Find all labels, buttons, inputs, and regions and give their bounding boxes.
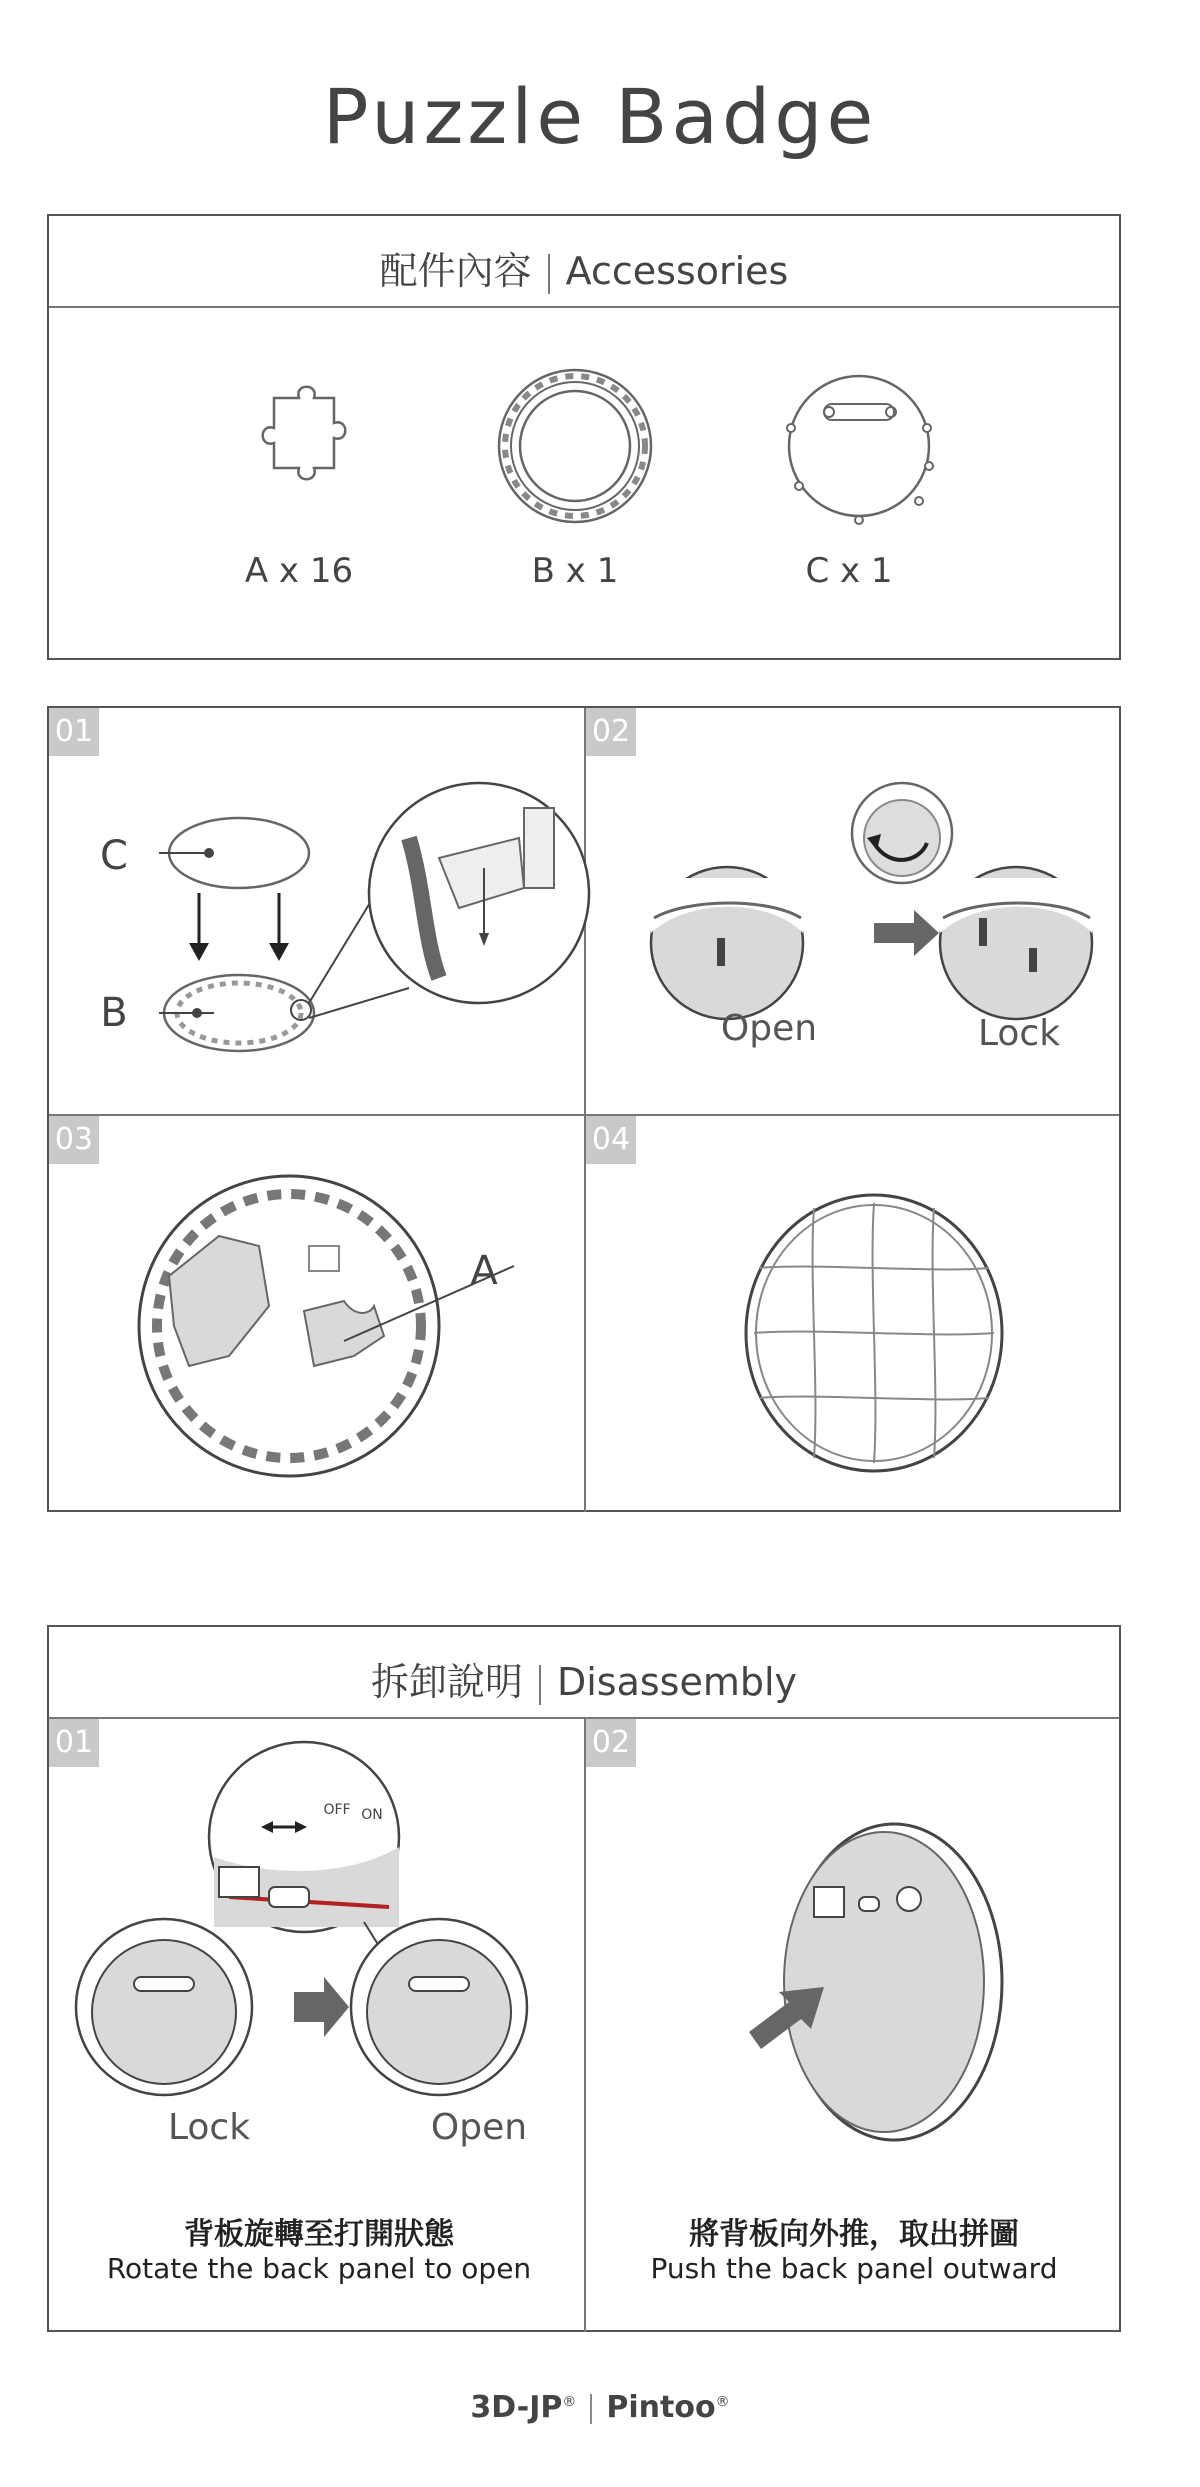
disassembly-02-number: 02 (586, 1719, 636, 1767)
step-03-illustration (129, 1156, 569, 1496)
disassembly-02-illustration (749, 1817, 1009, 2147)
step-01-label-c: C (100, 833, 128, 879)
step-04-number: 04 (586, 1116, 636, 1164)
assembly-panel (47, 706, 1121, 1512)
accessories-header (49, 240, 1119, 295)
disassembly-heading-en: Disassembly (556, 1660, 798, 1704)
disassembly-01-zh-text: 背板旋轉至打開狀態 (184, 2217, 454, 2252)
step-02-lock-label: Lock (977, 1013, 1061, 1054)
disassembly-01-illustration (69, 1737, 589, 2117)
disassembly-01-en-text: Rotate the back panel to open (106, 2252, 532, 2285)
disassembly-open-label: Open (430, 2107, 528, 2148)
accessory-a-label: A x 16 (244, 551, 354, 591)
step-02-open-label: Open (720, 1008, 818, 1049)
accessories-panel (47, 214, 1121, 660)
on-label: ON (361, 1807, 383, 1823)
disassembly-01-number: 01 (49, 1719, 99, 1767)
disassembly-heading-zh: 拆卸說明 (370, 1660, 523, 1704)
footer-brands: 3D-JP® Pintoo® (470, 2390, 730, 2425)
accessory-c-label: C x 1 (805, 551, 893, 591)
disassembly-02-en-text: Push the back panel outward (650, 2252, 1058, 2285)
ring-frame-icon (495, 366, 655, 526)
disassembly-header (49, 1651, 1119, 1706)
accessory-b-label: B x 1 (531, 551, 619, 591)
disassembly-panel (47, 1625, 1121, 2332)
step-01-number: 01 (49, 708, 99, 756)
page-title: Puzzle Badge (322, 72, 878, 161)
brand-pintoo-logo: Pintoo (606, 2390, 716, 2425)
step-02-number: 02 (586, 708, 636, 756)
back-panel-icon (779, 366, 939, 526)
disassembly-lock-label: Lock (167, 2107, 251, 2148)
puzzle-piece-icon (254, 378, 354, 508)
step-04-illustration (739, 1188, 1009, 1478)
step-03-number: 03 (49, 1116, 99, 1164)
brand-3djp-logo: 3D-JP (470, 2390, 563, 2425)
off-label: OFF (323, 1802, 351, 1818)
step-01-illustration (79, 768, 579, 1108)
step-03-label-a: A (470, 1248, 498, 1294)
accessories-heading-zh: 配件內容 (379, 249, 532, 293)
step-01-label-b: B (100, 990, 128, 1036)
disassembly-02-zh-text: 將背板向外推，取出拼圖 (689, 2217, 1019, 2252)
accessories-heading-en: Accessories (565, 249, 789, 293)
